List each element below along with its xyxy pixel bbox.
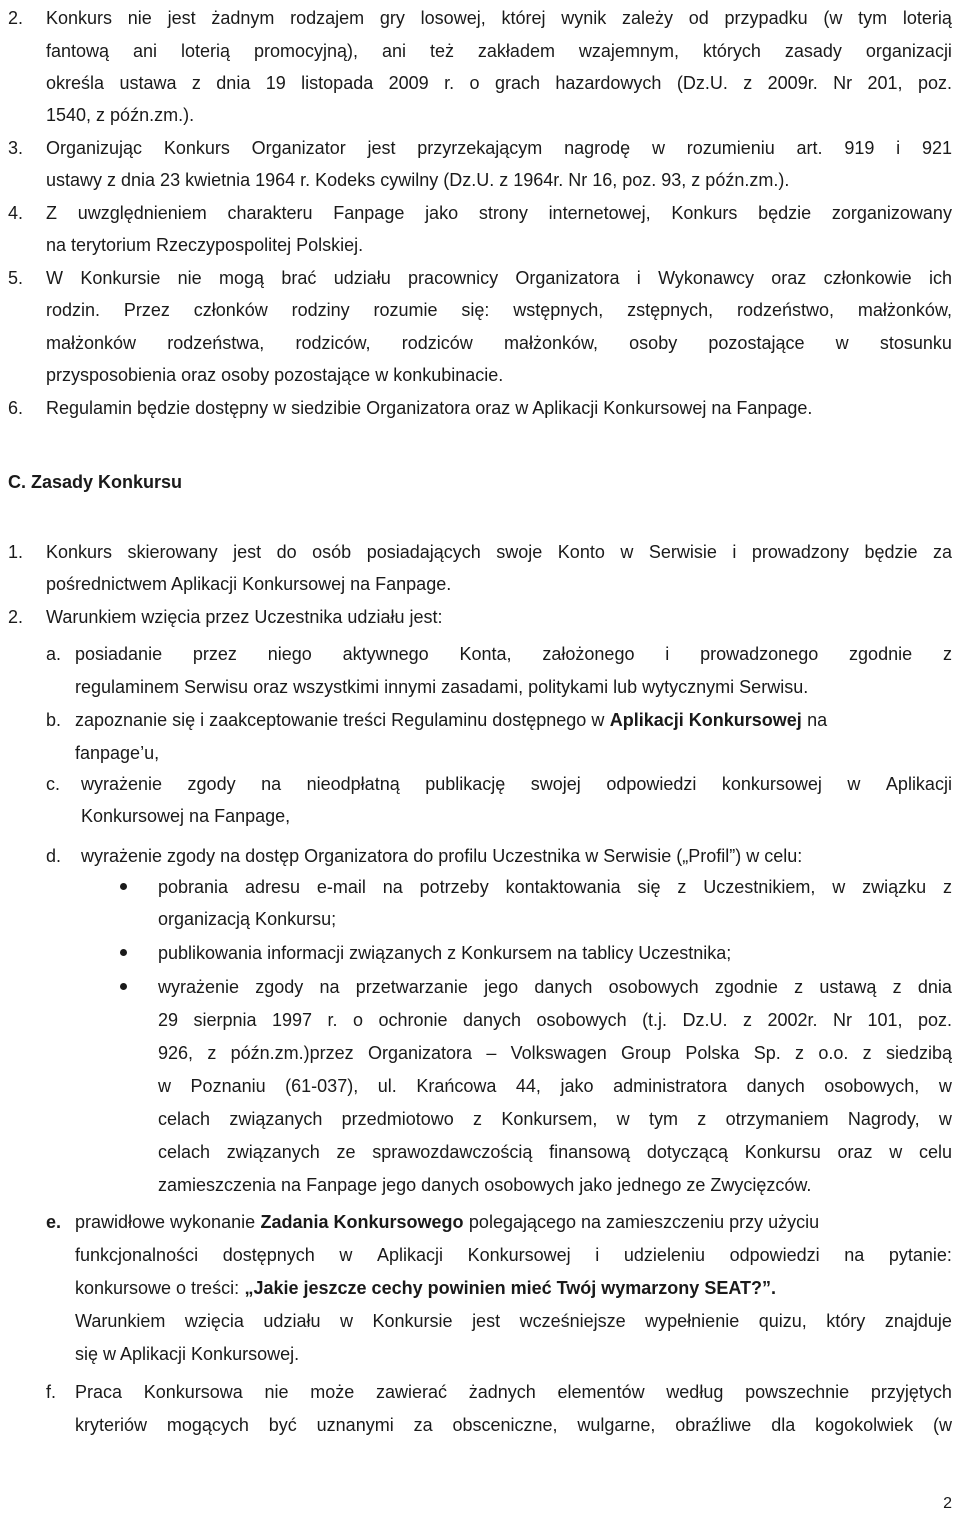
bullet-icon: [120, 949, 127, 956]
paragraph-line: kryteriów mogących być uznanymi za obsceniczne, wulgarne, obraźliwe dla kogokolwiek (w: [75, 1415, 952, 1435]
paragraph-line: Praca Konkursowa nie może zawierać żadnych elementów według powszechnie przyjętych: [75, 1382, 952, 1402]
paragraph-line: Warunkiem wzięcia udziału w Konkursie jest wcześniejsze wypełnienie quizu, który znajduje: [75, 1311, 952, 1331]
paragraph-line: Konkurs skierowany jest do osób posiadających swoje Konto w Serwisie i prowadzony będzie za: [46, 542, 952, 562]
bullet-icon: [120, 983, 127, 990]
bold-phrase: Zadania Konkursowego: [260, 1212, 464, 1232]
paragraph-line: ustawy z dnia 23 kwietnia 1964 r. Kodeks cywilny (Dz.U. z 1964r. Nr 16, poz. 93, z późn.zm.).: [46, 170, 790, 190]
paragraph-line: fantową ani loterią promocyjną), ani też zakładem wzajemnym, których zasady organizacji: [46, 41, 952, 61]
paragraph-line: rodzin. Przez członków rodziny rozumie się: wstępnych, zstępnych, rodzeństwo, małżonków,: [46, 300, 952, 320]
paragraph-line: 1540, z późn.zm.).: [46, 105, 195, 125]
paragraph-line: publikowania informacji związanych z Konkursem na tablicy Uczestnika;: [158, 943, 732, 963]
page-number: 2: [943, 1495, 952, 1512]
item-number: 3.: [8, 138, 24, 158]
paragraph-line: Konkurs nie jest żadnym rodzajem gry losowej, której wynik zależy od przypadku (w tym loterią: [46, 8, 952, 28]
list-letter: e.: [46, 1212, 62, 1232]
contest-question: „Jakie jeszcze cechy powinien mieć Twój wymarzony SEAT?”.: [244, 1278, 776, 1298]
paragraph-line: Regulamin będzie dostępny w siedzibie Organizatora oraz w Aplikacji Konkursowej na Fanpage.: [46, 398, 813, 418]
paragraph-line: Organizując Konkurs Organizator jest przyrzekającym nagrodę w rozumieniu art. 919 i 921: [46, 138, 952, 158]
section-heading: C. Zasady Konkursu: [8, 472, 183, 492]
item-number: 4.: [8, 203, 24, 223]
paragraph-line: celach związanych ze sprawozdawczością finansową dotyczącą Konkursu oraz w celu: [158, 1142, 952, 1162]
paragraph-line: konkursowe o treści: „Jakie jeszcze cechy powinien mieć Twój wymarzony SEAT?”.: [75, 1278, 776, 1298]
item-number: 5.: [8, 268, 24, 288]
paragraph-line: posiadanie przez niego aktywnego Konta, założonego i prowadzonego zgodnie z: [75, 644, 952, 664]
paragraph-line: w Poznaniu (61-037), ul. Krańcowa 44, jako administratora danych osobowych, w: [158, 1076, 952, 1096]
list-letter: a.: [46, 644, 62, 664]
paragraph-line: się w Aplikacji Konkursowej.: [75, 1344, 300, 1364]
paragraph-line: małżonków rodzeństwa, rodziców, rodziców małżonków, osoby pozostające w stosunku: [46, 333, 952, 353]
paragraph-line: organizacją Konkursu;: [158, 909, 337, 929]
paragraph-line: przysposobienia oraz osoby pozostające w konkubinacie.: [46, 365, 504, 385]
paragraph-line: na terytorium Rzeczypospolitej Polskiej.: [46, 235, 364, 255]
paragraph-line: W Konkursie nie mogą brać udziału pracownicy Organizatora i Wykonawcy oraz członkowie ich: [46, 268, 952, 288]
paragraph-line: wyrażenie zgody na nieodpłatną publikację swojej odpowiedzi konkursowej w Aplikacji: [81, 774, 952, 794]
paragraph-line: Warunkiem wzięcia przez Uczestnika udziału jest:: [46, 607, 443, 627]
list-letter: c.: [46, 774, 61, 794]
paragraph-line: Z uwzględnieniem charakteru Fanpage jako strony internetowej, Konkurs będzie zorganizowany: [46, 203, 952, 223]
item-number: 2.: [8, 8, 24, 28]
paragraph-line: celach związanych przedmiotowo z Konkursem, w tym z otrzymaniem Nagrody, w: [158, 1109, 952, 1129]
paragraph-line: Konkursowej na Fanpage,: [81, 806, 291, 826]
list-letter: b.: [46, 710, 62, 730]
item-number: 6.: [8, 398, 24, 418]
paragraph-line: wyrażenie zgody na przetwarzanie jego danych osobowych zgodnie z ustawą z dnia: [158, 977, 952, 997]
list-letter: d.: [46, 846, 62, 866]
item-number: 1.: [8, 542, 24, 562]
paragraph-line: zamieszczenia na Fanpage jego danych osobowych jako jednego ze Zwycięzców.: [158, 1175, 812, 1195]
paragraph-line: prawidłowe wykonanie Zadania Konkursowego polegającego na zamieszczeniu przy użyciu: [75, 1212, 820, 1232]
paragraph-line: pobrania adresu e-mail na potrzeby kontaktowania się z Uczestnikiem, w związku z: [158, 877, 952, 897]
list-letter: f.: [46, 1382, 57, 1402]
paragraph-line: fanpage’u,: [75, 743, 160, 763]
paragraph-line: określa ustawa z dnia 19 listopada 2009 r. o grach hazardowych (Dz.U. z 2009r. Nr 201, poz.: [46, 73, 952, 93]
paragraph-line: wyrażenie zgody na dostęp Organizatora do profilu Uczestnika w Serwisie („Profil”) w celu:: [81, 846, 803, 866]
paragraph-line: funkcjonalności dostępnych w Aplikacji Konkursowej i udzieleniu odpowiedzi na pytanie:: [75, 1245, 952, 1265]
bold-phrase: Aplikacji Konkursowej: [609, 710, 802, 730]
paragraph-line: regulaminem Serwisu oraz wszystkimi innymi zasadami, politykami lub wytycznymi Serwisu.: [75, 677, 809, 697]
paragraph-line: zapoznanie się i zaakceptowanie treści Regulaminu dostępnego w Aplikacji Konkursowej na: [75, 710, 828, 730]
paragraph-line: 29 sierpnia 1997 r. o ochronie danych osobowych (t.j. Dz.U. z 2002r. Nr 101, poz.: [158, 1010, 952, 1030]
bullet-icon: [120, 883, 127, 890]
item-number: 2.: [8, 607, 24, 627]
paragraph-line: pośrednictwem Aplikacji Konkursowej na Fanpage.: [46, 574, 452, 594]
paragraph-line: 926, z późn.zm.)przez Organizatora – Volkswagen Group Polska Sp. z o.o. z siedzibą: [158, 1043, 952, 1063]
